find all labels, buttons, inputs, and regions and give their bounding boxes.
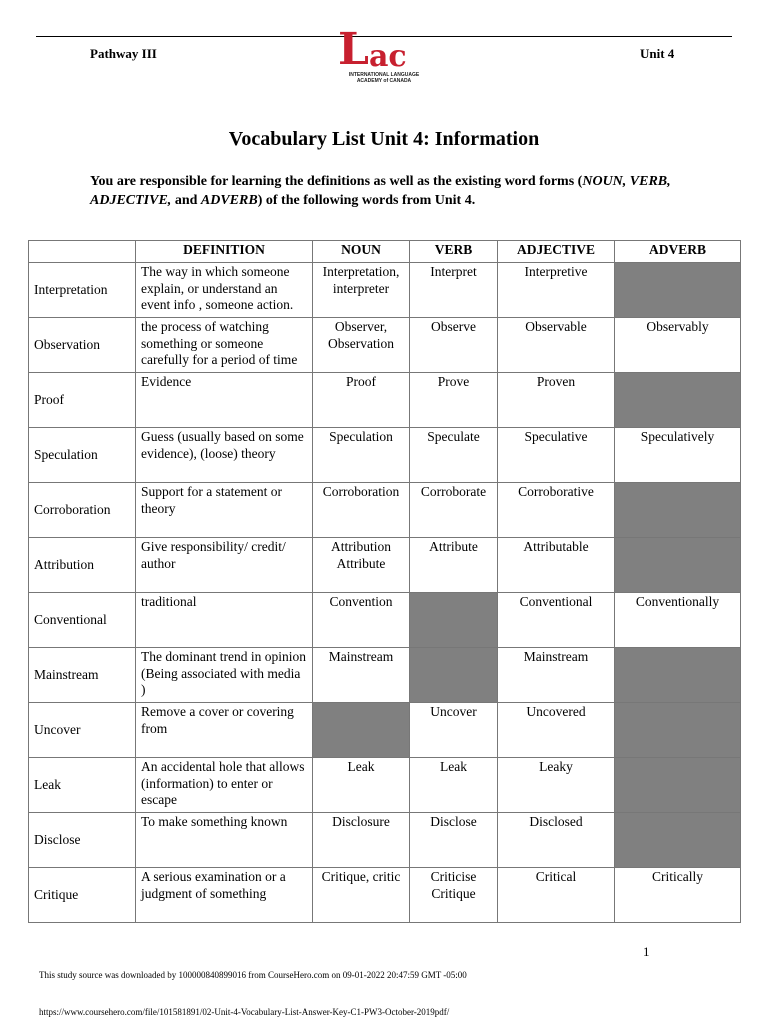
verb-cell: Disclose (410, 813, 498, 868)
definition-cell: Give responsibility/ credit/ author (136, 538, 313, 593)
intro-paragraph: You are responsible for learning the definitions as well as the existing word forms (NOUN, VERB, ADJECTIVE, and ADVERB) of the following words from Unit 4. (90, 174, 671, 208)
noun-cell: Attribution Attribute (313, 538, 410, 593)
vocab-word-cell: Disclose (29, 813, 136, 868)
adverb-cell-not-applicable (615, 483, 741, 538)
verb-cell: Uncover (410, 703, 498, 758)
adjective-cell: Mainstream (498, 648, 615, 703)
adverb-cell-not-applicable (615, 373, 741, 428)
vocabulary-table (28, 240, 741, 923)
noun-cell: Disclosure (313, 813, 410, 868)
definition-cell: Remove a cover or covering from (136, 703, 313, 758)
table-row (29, 703, 741, 758)
adverb-cell-not-applicable (615, 703, 741, 758)
adjective-cell: Corroborative (498, 483, 615, 538)
column-header: VERB (410, 241, 498, 263)
verb-cell: Prove (410, 373, 498, 428)
definition-cell: Support for a statement or theory (136, 483, 313, 538)
noun-cell: Observer, Observation (313, 318, 410, 373)
table-row (29, 538, 741, 593)
verb-cell-not-applicable (410, 648, 498, 703)
definition-cell: An accidental hole that allows (information) to enter or escape (136, 758, 313, 813)
noun-cell: Critique, critic (313, 868, 410, 923)
verb-cell: Corroborate (410, 483, 498, 538)
header-pathway: Pathway III (90, 46, 157, 61)
adverb-cell-not-applicable (615, 263, 741, 318)
definition-cell: Evidence (136, 373, 313, 428)
verb-cell: Attribute (410, 538, 498, 593)
column-header (29, 241, 136, 263)
table-row (29, 263, 741, 318)
table-row (29, 758, 741, 813)
adjective-cell: Speculative (498, 428, 615, 483)
noun-cell: Corroboration (313, 483, 410, 538)
page-title: Vocabulary List Unit 4: Information (228, 128, 540, 150)
noun-cell: Interpretation, interpreter (313, 263, 410, 318)
adjective-cell: Proven (498, 373, 615, 428)
adverb-cell: Critically (615, 868, 741, 923)
logo-mark: L ac (338, 24, 407, 75)
adjective-cell: Conventional (498, 593, 615, 648)
noun-cell: Speculation (313, 428, 410, 483)
noun-cell-not-applicable (313, 703, 410, 758)
verb-cell: Criticise Critique (410, 868, 498, 923)
vocab-word-cell: Interpretation (29, 263, 136, 318)
adverb-cell-not-applicable (615, 648, 741, 703)
table-row (29, 373, 741, 428)
column-header: ADVERB (615, 241, 741, 263)
adjective-cell: Interpretive (498, 263, 615, 318)
vocab-word-cell: Proof (29, 373, 136, 428)
table-row (29, 868, 741, 923)
page-number: 1 (643, 944, 650, 959)
vocab-word-cell: Uncover (29, 703, 136, 758)
vocab-word-cell: Attribution (29, 538, 136, 593)
vocab-word-cell: Critique (29, 868, 136, 923)
column-header: NOUN (313, 241, 410, 263)
verb-cell-not-applicable (410, 593, 498, 648)
verb-cell: Observe (410, 318, 498, 373)
column-header: ADJECTIVE (498, 241, 615, 263)
noun-cell: Leak (313, 758, 410, 813)
vocab-word-cell: Mainstream (29, 648, 136, 703)
adverb-cell-not-applicable (615, 813, 741, 868)
table-body (29, 263, 741, 923)
noun-cell: Proof (313, 373, 410, 428)
adverb-cell: Speculatively (615, 428, 741, 483)
download-notice: This study source was downloaded by 100000840899016 from CourseHero.com on 09-01-2022 20:47:59 GMT -05:00 (39, 970, 467, 980)
table-row (29, 318, 741, 373)
verb-cell: Interpret (410, 263, 498, 318)
adjective-cell: Disclosed (498, 813, 615, 868)
vocab-word-cell: Leak (29, 758, 136, 813)
vocab-word-cell: Conventional (29, 593, 136, 648)
adjective-cell: Attributable (498, 538, 615, 593)
definition-cell: the process of watching something or someone carefully for a period of time (136, 318, 313, 373)
table-row (29, 483, 741, 538)
table-row (29, 428, 741, 483)
definition-cell: traditional (136, 593, 313, 648)
adjective-cell: Leaky (498, 758, 615, 813)
adjective-cell: Critical (498, 868, 615, 923)
verb-cell: Speculate (410, 428, 498, 483)
definition-cell: A serious examination or a judgment of something (136, 868, 313, 923)
adverb-cell-not-applicable (615, 538, 741, 593)
adverb-cell-not-applicable (615, 758, 741, 813)
definition-cell: To make something known (136, 813, 313, 868)
ilac-logo (338, 24, 434, 90)
table-row (29, 593, 741, 648)
vocab-word-cell: Speculation (29, 428, 136, 483)
definition-cell: Guess (usually based on some evidence), (loose) theory (136, 428, 313, 483)
vocab-word-cell: Observation (29, 318, 136, 373)
adverb-cell: Conventionally (615, 593, 741, 648)
table-row (29, 648, 741, 703)
logo-tagline: INTERNATIONAL LANGUAGE ACADEMY of CANADA (348, 72, 420, 84)
adjective-cell: Uncovered (498, 703, 615, 758)
definition-cell: The dominant trend in opinion (Being associated with media ) (136, 648, 313, 703)
definition-cell: The way in which someone explain, or understand an event info , someone action. (136, 263, 313, 318)
verb-cell: Leak (410, 758, 498, 813)
adjective-cell: Observable (498, 318, 615, 373)
adverb-cell: Observably (615, 318, 741, 373)
noun-cell: Convention (313, 593, 410, 648)
vocab-word-cell: Corroboration (29, 483, 136, 538)
table-row (29, 813, 741, 868)
table-header-row (29, 241, 741, 263)
header-unit: Unit 4 (640, 46, 675, 61)
source-url: https://www.coursehero.com/file/101581891/02-Unit-4-Vocabulary-List-Answer-Key-C1-PW3-October-2019pdf/ (39, 1007, 450, 1017)
column-header: DEFINITION (136, 241, 313, 263)
noun-cell: Mainstream (313, 648, 410, 703)
